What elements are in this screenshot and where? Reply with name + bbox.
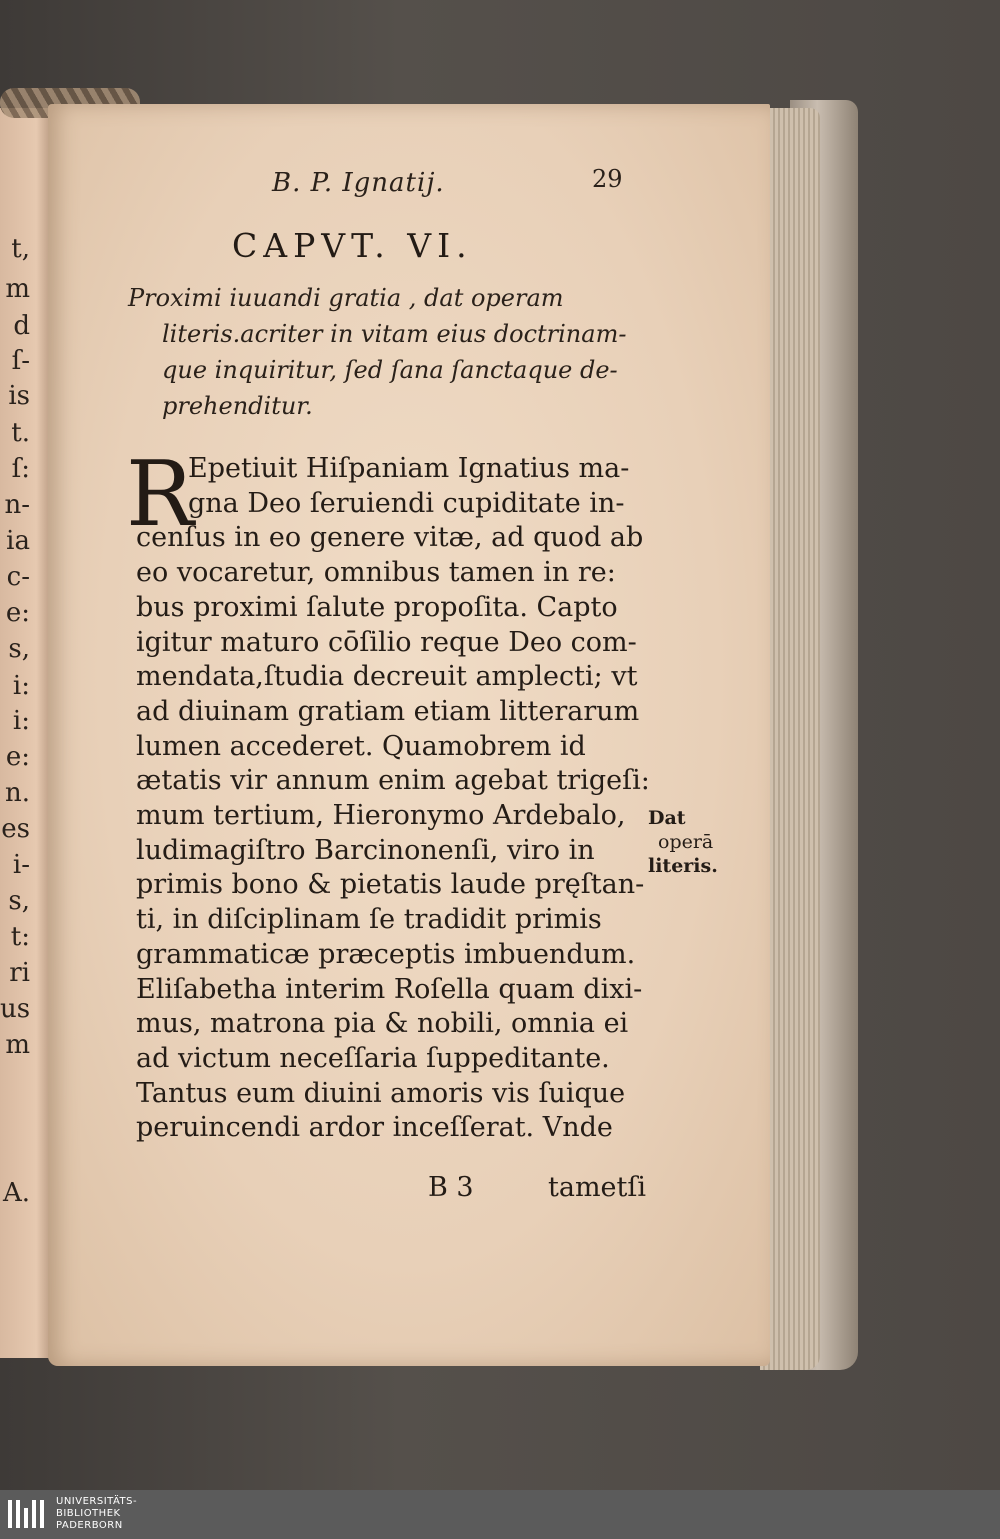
left-page-fragment: i:: [12, 706, 30, 736]
left-page-fragment: ri: [9, 958, 30, 988]
catchword: tametſi: [548, 1172, 647, 1203]
body-line: Tantus eum diuini amoris vis ſuique: [136, 1077, 626, 1109]
left-page-fragment: t,: [11, 234, 30, 264]
body-line: ti, in diſciplinam ſe tradidit primis: [136, 904, 602, 936]
page-number: 29: [592, 165, 623, 193]
body-line: primis bono & pietatis laude pręſtan-: [136, 869, 645, 901]
left-page-fragment: ſ-: [11, 346, 30, 376]
body-line: ætatis vir annum enim agebat trigeſi:: [136, 765, 650, 797]
left-page-fragment: t.: [11, 418, 30, 448]
left-facing-page: [0, 108, 52, 1358]
left-page-fragment: m: [5, 1030, 30, 1060]
left-page-fragment: n-: [4, 490, 30, 520]
left-page-fragment: A.: [2, 1178, 30, 1208]
left-page-fragment: ſ:: [11, 454, 30, 484]
running-head: B. P. Ignatij.: [272, 168, 445, 198]
left-page-fragment: es: [1, 814, 30, 844]
left-page-fragment: s,: [8, 634, 30, 664]
body-line: mum tertium, Hieronymo Ardebalo,: [136, 800, 626, 832]
body-line: ludimagiſtro Barcinonenſi, viro in: [136, 834, 595, 866]
chapter-summary: [128, 280, 628, 424]
left-page-fragment: us: [0, 994, 31, 1024]
body-line: eo vocaretur, omnibus tamen in re:: [136, 557, 616, 589]
left-page-fragment: e:: [5, 598, 30, 628]
library-footer: [0, 1490, 1000, 1539]
marginal-note-line: operā: [658, 831, 714, 853]
summary-line: Proximi iuuandi gratia , dat operam: [128, 284, 564, 312]
left-page-fragment: c-: [6, 562, 30, 592]
left-page-fragment: i-: [12, 850, 30, 880]
drop-cap: R: [126, 442, 194, 547]
library-name-line: BIBLIOTHEK: [56, 1508, 121, 1519]
body-line: mendata,ſtudia decreuit amplecti; vt: [136, 661, 638, 693]
left-page-fragment: t:: [10, 922, 30, 952]
body-line: Epetiuit Hiſpaniam Ignatius ma-: [188, 453, 630, 484]
left-page-fragment: e:: [5, 742, 30, 772]
summary-line: literis.acriter in vitam eius doctrinam-: [162, 320, 627, 348]
left-page-fragment: i:: [12, 671, 30, 701]
library-name: [56, 1496, 137, 1532]
left-page-fragment: is: [8, 381, 30, 411]
library-name-line: UNIVERSITÄTS-: [56, 1496, 138, 1507]
body-line: ad victum neceſſaria ſuppeditante.: [136, 1042, 610, 1074]
body-text: [136, 452, 656, 1146]
marginal-note-line: Dat: [648, 807, 686, 829]
summary-line: prehenditur.: [162, 392, 313, 420]
library-name-line: PADERBORN: [56, 1520, 123, 1531]
body-line: peruincendi ardor inceſſerat. Vnde: [136, 1112, 613, 1144]
library-logo-icon: [6, 1496, 48, 1532]
signature-mark: B 3: [428, 1172, 474, 1203]
body-line: mus, matrona pia & nobili, omnia ei: [136, 1008, 629, 1040]
body-line: lumen accederet. Quamobrem id: [136, 730, 586, 762]
summary-line: que inquiritur, ſed ſana ſanctaque de-: [162, 356, 618, 384]
body-line: bus proximi ſalute propoſita. Capto: [136, 591, 618, 623]
body-line: igitur maturo cōſilio reque Deo com-: [136, 626, 637, 658]
left-page-fragment: n.: [4, 778, 30, 808]
body-line: gna Deo ſeruiendi cupiditate in-: [188, 487, 625, 519]
marginal-note: [648, 806, 718, 878]
body-line: Eliſabetha interim Roſella quam dixi-: [136, 973, 643, 1005]
body-line: cenſus in eo genere vitæ, ad quod ab: [136, 522, 644, 554]
left-page-fragment: m: [5, 274, 30, 304]
marginal-note-line: literis.: [648, 855, 718, 877]
body-line: grammaticæ præceptis imbuendum.: [136, 938, 636, 970]
left-page-fragment: d: [13, 311, 30, 341]
body-line: ad diuinam gratiam etiam litterarum: [136, 695, 640, 727]
left-page-fragment: s,: [8, 886, 30, 916]
left-page-fragment: ia: [6, 526, 30, 556]
chapter-title: CAPVT. VI.: [232, 226, 473, 265]
